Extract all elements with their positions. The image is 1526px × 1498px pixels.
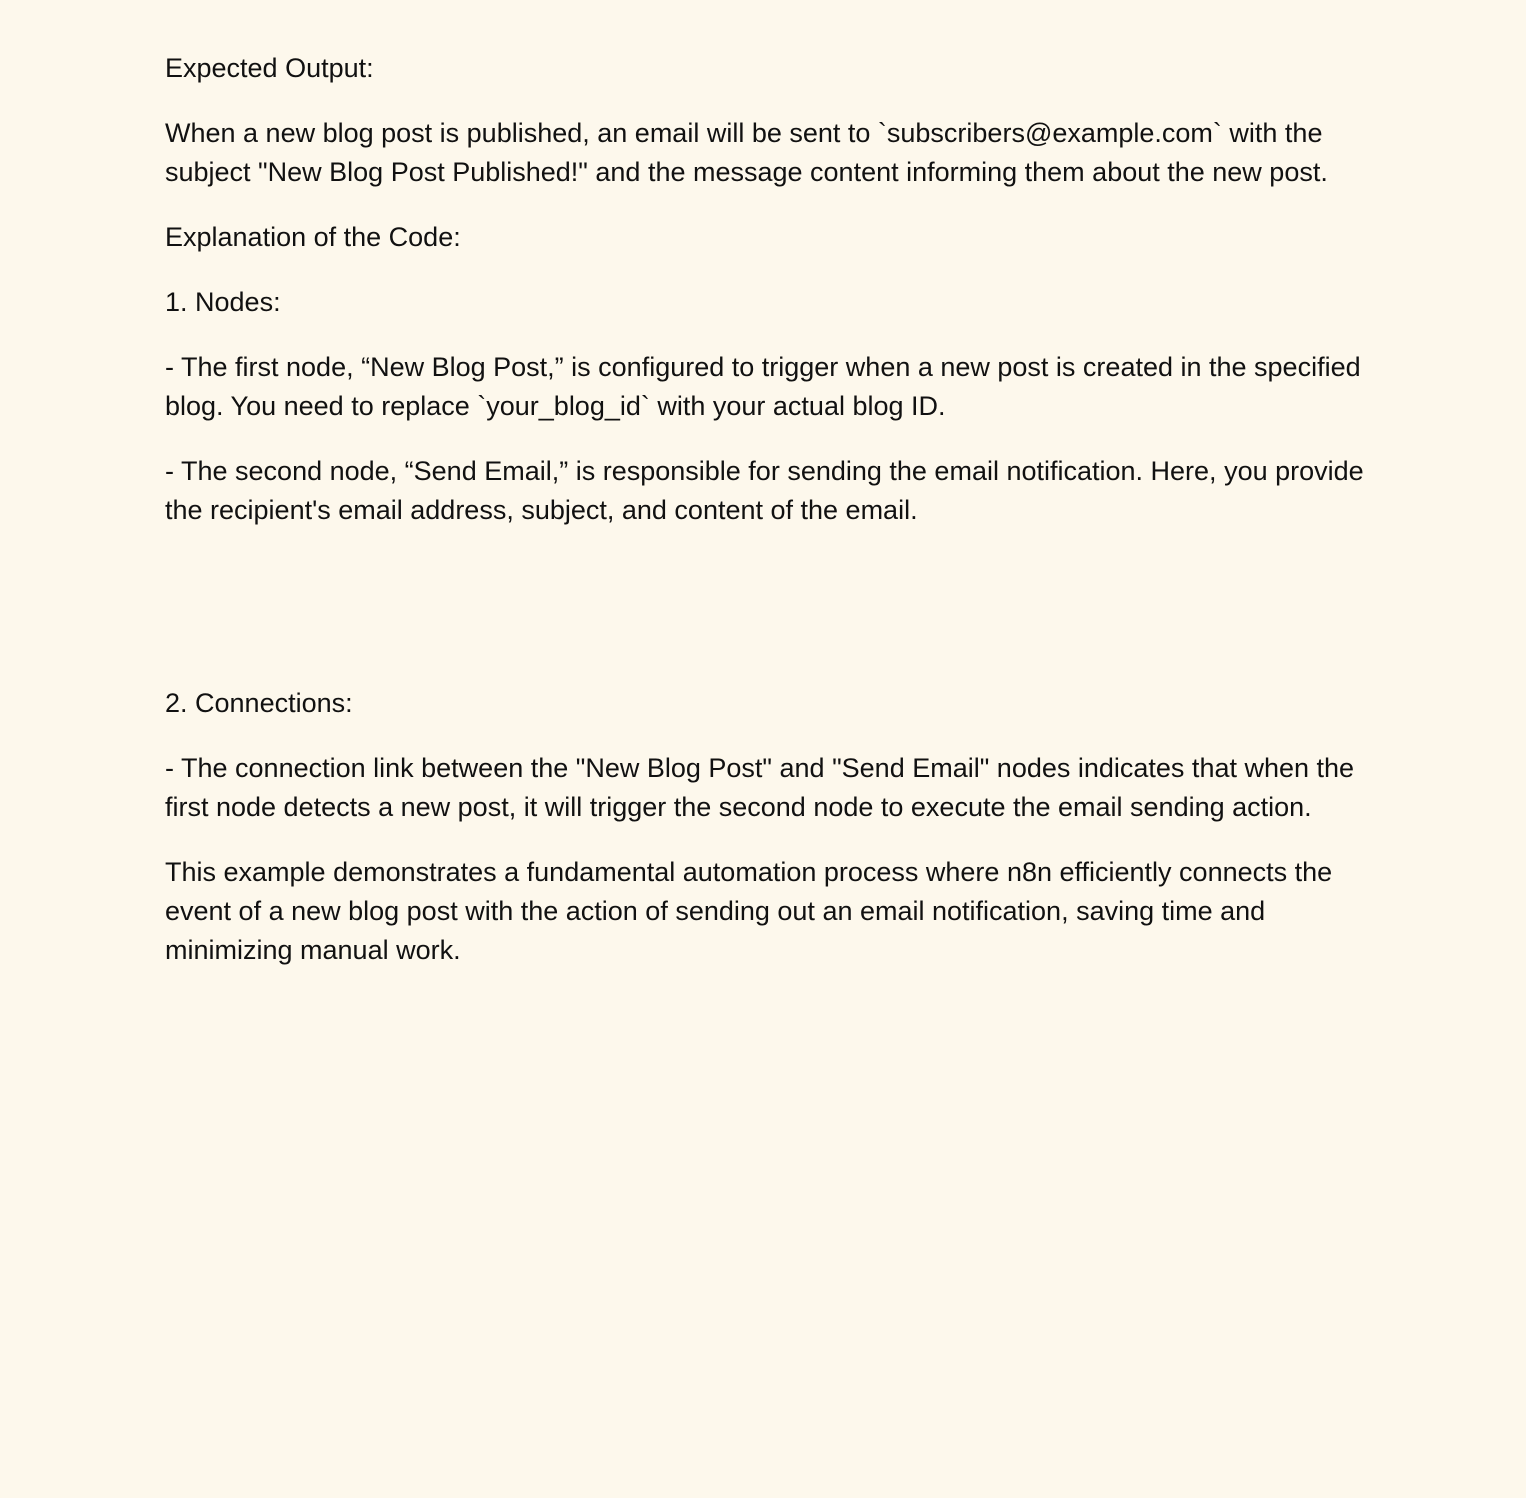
connections-item: - The connection link between the "New Blog Post" and "Send Email" nodes indicates that when the first node detects a new post, it will trigger the second node to execute the email sending action.	[165, 753, 1355, 822]
section-spacer	[165, 556, 1380, 684]
explanation-heading: Explanation of the Code:	[165, 222, 461, 252]
connections-heading: 2. Connections:	[165, 688, 353, 718]
summary-paragraph: This example demonstrates a fundamental automation process where n8n efficiently connects the event of a new blog post with the action of sending out an email notification, saving time and minimizing manual work.	[165, 857, 1333, 965]
document-body	[165, 49, 1380, 996]
nodes-item-second: - The second node, “Send Email,” is responsible for sending the email notification. Here, you provide the recipient's email address, subject, and content of the email.	[165, 456, 1364, 525]
nodes-item-first: - The first node, “New Blog Post,” is configured to trigger when a new post is created in the specified blog. You need to replace `your_blog_id` with your actual blog ID.	[165, 352, 1361, 421]
expected-output-paragraph: When a new blog post is published, an email will be sent to `subscribers@example.com` with the subject "New Blog Post Published!" and the message content informing them about the new post.	[165, 118, 1328, 187]
expected-output-heading: Expected Output:	[165, 53, 374, 83]
nodes-heading: 1. Nodes:	[165, 287, 281, 317]
